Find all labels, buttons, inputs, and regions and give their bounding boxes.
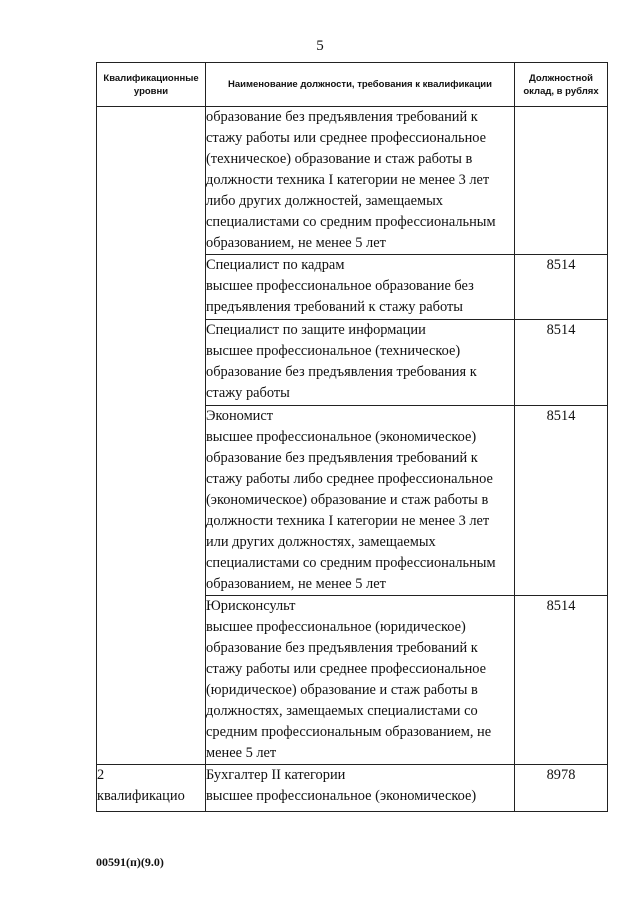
position-cell: [206, 320, 515, 406]
header-position: Наименование должности, требования к квалификации: [206, 63, 515, 107]
qualification-table: [96, 62, 608, 812]
position-cell: [206, 406, 515, 596]
header-salary: Должностной оклад, в рублях: [515, 63, 608, 107]
table-header-row: [97, 63, 608, 107]
position-title: Специалист по защите информации: [206, 322, 426, 338]
document-code: 00591(п)(9.0): [96, 855, 164, 869]
position-requirements: высшее профессиональное (техническое) образование без предъявления требования к стажу работы: [206, 343, 477, 401]
salary-cell: 8514: [515, 596, 608, 765]
salary-cell: 8514: [515, 255, 608, 320]
level-cell: [97, 765, 206, 812]
salary-cell: 8514: [515, 406, 608, 596]
table-row: [97, 107, 608, 255]
position-cell: [206, 765, 515, 812]
position-requirements: образование без предъявления требований к стажу работы или среднее профессиональное (техническое) образование и стаж работы в должности техника I категории не менее 3 лет либо других должностей, замещаемых специалистами со средним профессиональным образованием, не менее 5 лет: [206, 109, 496, 251]
level-number: 2: [97, 767, 105, 783]
salary-cell: 8514: [515, 320, 608, 406]
position-cell: [206, 596, 515, 765]
position-requirements: высшее профессиональное образование без предъявления требований к стажу работы: [206, 278, 474, 315]
position-requirements: высшее профессиональное (экономическое) образование без предъявления требований к стажу работы либо среднее профессиональное (экономическое) образование и стаж работы в должности техника I категории не менее 3 лет или других должностях, замещаемых специалистами со средним профессиональным образованием, не менее 5 лет: [206, 429, 496, 592]
position-cell: [206, 255, 515, 320]
table-row: [97, 765, 608, 812]
position-requirements: высшее профессиональное (экономическое): [206, 788, 477, 804]
level-label: квалификацио: [97, 788, 185, 804]
position-title: Специалист по кадрам: [206, 257, 345, 273]
salary-cell: [515, 107, 608, 255]
position-title: Юрисконсульт: [206, 598, 296, 614]
level-cell-continued: [97, 107, 206, 765]
position-title: Экономист: [206, 408, 274, 424]
header-level: Квалификационные уровни: [97, 63, 206, 107]
position-requirements: высшее профессиональное (юридическое) образование без предъявления требований к стажу работы или среднее профессиональное (юридическое) образование и стаж работы в должностях, замещаемых специалистами со средним профессиональным образованием, не менее 5 лет: [206, 619, 492, 761]
page-number: 5: [316, 38, 324, 54]
position-cell: [206, 107, 515, 255]
salary-cell: 8978: [515, 765, 608, 812]
position-title: Бухгалтер II категории: [206, 767, 346, 783]
